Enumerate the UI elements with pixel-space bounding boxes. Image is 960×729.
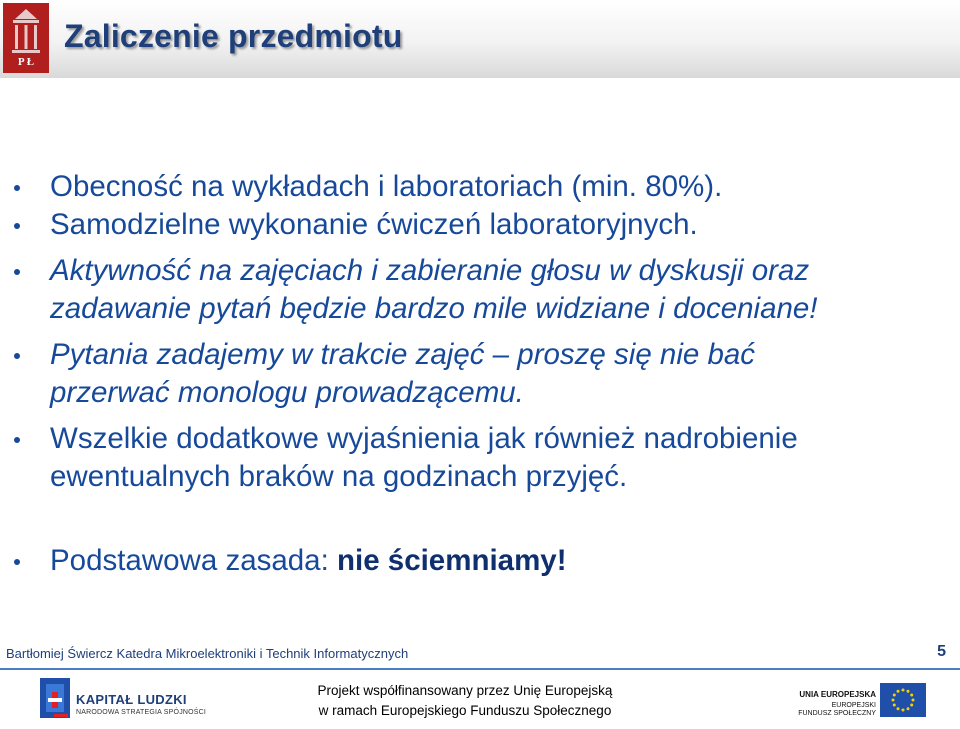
slide-header — [0, 0, 960, 78]
bullet-questions — [0, 336, 960, 412]
kapital-ludzki-subtitle: NARODOWA STRATEGIA SPÓJNOŚCI — [76, 709, 207, 716]
bullet-text-line2: zadawanie pytań będzie bardzo mile widziane i doceniane! — [50, 292, 818, 325]
bullet-dot-icon — [14, 223, 20, 229]
eu-subtitle — [776, 702, 876, 718]
university-logo — [3, 3, 49, 73]
eu-flag-icon — [880, 683, 926, 722]
bullet-dot-icon — [14, 185, 20, 191]
page-number: 5 — [937, 643, 946, 660]
eu-title: UNIA EUROPEJSKA — [799, 690, 876, 699]
bullet-text-line1: Aktywność na zajęciach i zabieranie głosu w dyskusji oraz — [50, 254, 810, 287]
bullet-activity — [0, 252, 960, 328]
bullet-text-line2: ewentualnych braków na godzinach przyjęć. — [50, 460, 628, 493]
kapital-ludzki-title: KAPITAŁ LUDZKI — [76, 692, 187, 707]
bullet-dot-icon — [14, 559, 20, 565]
bullet-dot-icon — [14, 353, 20, 359]
bullet-dot-icon — [14, 269, 20, 275]
project-funding-note — [300, 681, 630, 721]
bullet-dot-icon — [14, 437, 20, 443]
project-line-2: w ramach Europejskiego Funduszu Społecznego — [318, 703, 612, 718]
main-rule-prefix: Podstawowa zasada: — [50, 544, 337, 577]
eu-subtitle-line2: FUNDUSZ SPOŁECZNY — [798, 710, 876, 717]
bullet-text-line1: Wszelkie dodatkowe wyjaśnienia jak również nadrobienie — [50, 422, 798, 455]
bullet-list — [0, 168, 960, 588]
bullet-text-line2: przerwać monologu prowadzącemu. — [50, 376, 524, 409]
bullet-consultations — [0, 420, 960, 496]
bullet-text-line1: Pytania zadajemy w trakcie zajęć – proszę się nie bać — [50, 338, 756, 371]
bullet-attendance — [0, 168, 960, 206]
bullet-text: Obecność na wykładach i laboratoriach (min. 80%). — [50, 170, 723, 203]
svg-text:P Ł: P Ł — [17, 56, 35, 68]
footer-divider — [0, 668, 960, 670]
slide-title: Zaliczenie przedmiotu — [64, 18, 403, 54]
footer-author: Bartłomiej Świercz Katedra Mikroelektroniki i Technik Informatycznych — [6, 646, 409, 661]
kapital-ludzki-logo-icon — [38, 678, 72, 729]
main-rule-emphasis: nie ściemniamy! — [336, 544, 567, 577]
bullet-main-rule — [0, 542, 960, 580]
project-line-1: Projekt współfinansowany przez Unię Europejską — [317, 683, 613, 698]
bullet-independent-work — [0, 206, 960, 244]
bullet-text: Samodzielne wykonanie ćwiczeń laboratoryjnych. — [50, 208, 698, 241]
eu-subtitle-line1: EUROPEJSKI — [831, 702, 876, 709]
